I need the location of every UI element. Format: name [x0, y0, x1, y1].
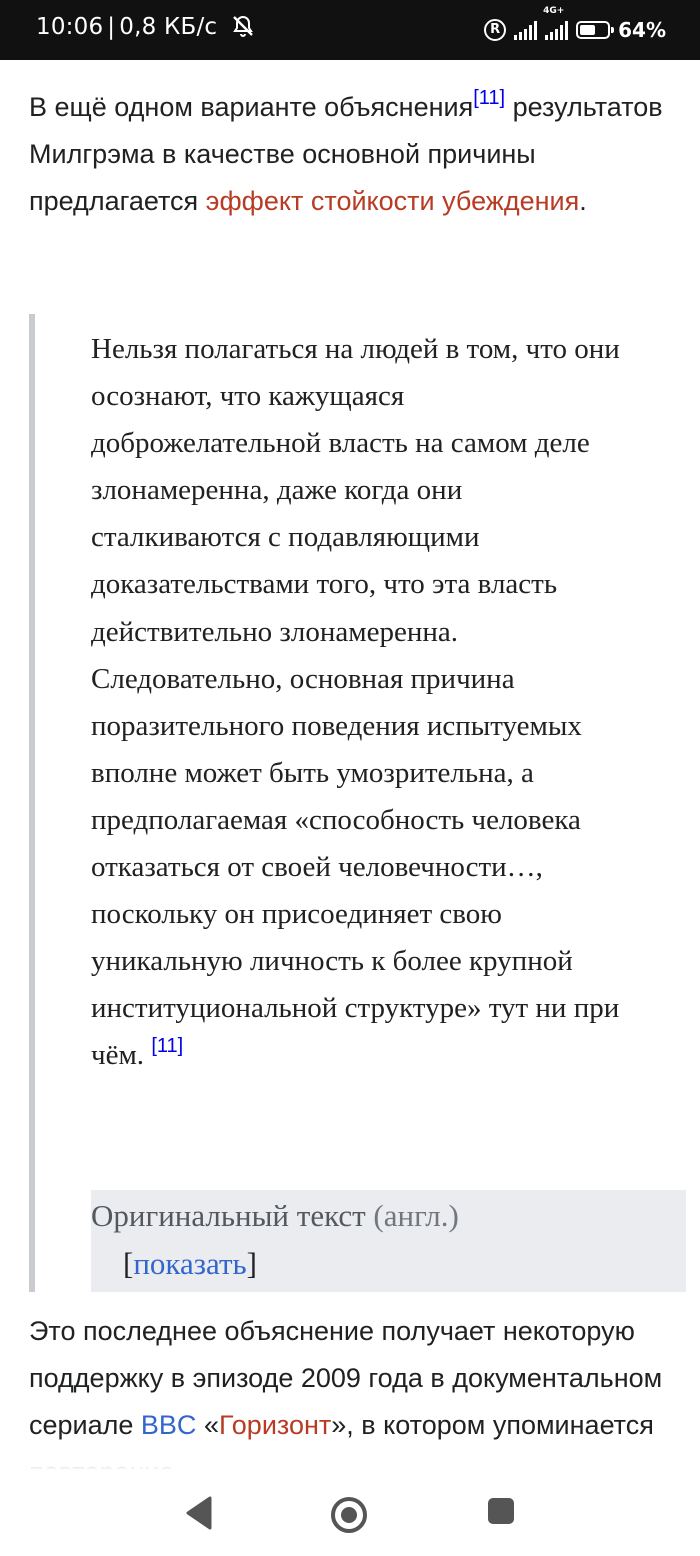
battery-percent: 64% — [618, 18, 666, 42]
signal-bars-icon — [514, 20, 537, 40]
show-original-link[interactable]: показать — [133, 1246, 247, 1281]
mute-bell-icon — [231, 14, 255, 38]
quote-reference-link[interactable]: [11] — [151, 1035, 184, 1058]
registered-icon: R — [484, 19, 506, 41]
clock: 10:06 — [36, 14, 104, 40]
back-icon[interactable] — [184, 1496, 214, 1530]
network-speed: 0,8 КБ/с — [119, 14, 218, 40]
navigation-bar — [0, 1470, 700, 1556]
blockquote — [29, 314, 686, 1292]
paragraph-intro: В ещё одном варианте объяснения[11] результатов Милгрэма в качестве основной причины предлагается эффект стойкости убеждения. — [29, 87, 663, 216]
show-original-toggle: [показать] — [123, 1246, 257, 1281]
belief-perseverance-link[interactable]: эффект стойкости убеждения — [205, 186, 580, 216]
network-type: 4G+ — [543, 6, 565, 16]
paragraph-explanation: Это последнее объяснение получает некоторую поддержку в эпизоде 2009 года в документальном сериале BBC «Горизонт», в котором упоминается — [29, 1316, 663, 1440]
quote-text: Нельзя полагаться на людей в том, что они осознают, что кажущаяся доброжелательной власть на самом деле злонамеренна, даже когда они сталкиваются с подавляющими доказательствами того, что эта власть действительно злонамеренна. Следовательно, основная причина поразительного поведения испытуемых вполне может быть умозрительна, а предполагаемая «способность человека отказаться от своей человечности…, поскольку он присоединяет свою уникальную личность к более крупной институциональной структуре» тут ни при чём. [11] — [91, 333, 620, 1072]
original-text-title: Оригинальный текст (англ.) — [91, 1198, 459, 1233]
battery-icon — [576, 21, 610, 39]
bbc-link[interactable]: BBC — [140, 1410, 197, 1440]
recents-icon[interactable] — [486, 1496, 516, 1526]
reference-link[interactable]: [11] — [473, 87, 506, 109]
home-icon[interactable] — [330, 1496, 368, 1534]
status-bar — [0, 0, 700, 60]
status-right — [484, 6, 666, 46]
article-content — [0, 60, 700, 1470]
status-left: 10:06 | 0,8 КБ/с — [36, 14, 255, 40]
scroll-fade — [0, 1440, 700, 1470]
language-note: (англ.) — [373, 1198, 459, 1233]
signal-4g-icon — [543, 6, 568, 40]
horizon-link[interactable]: Горизонт — [218, 1410, 332, 1440]
original-text-box — [91, 1190, 686, 1292]
